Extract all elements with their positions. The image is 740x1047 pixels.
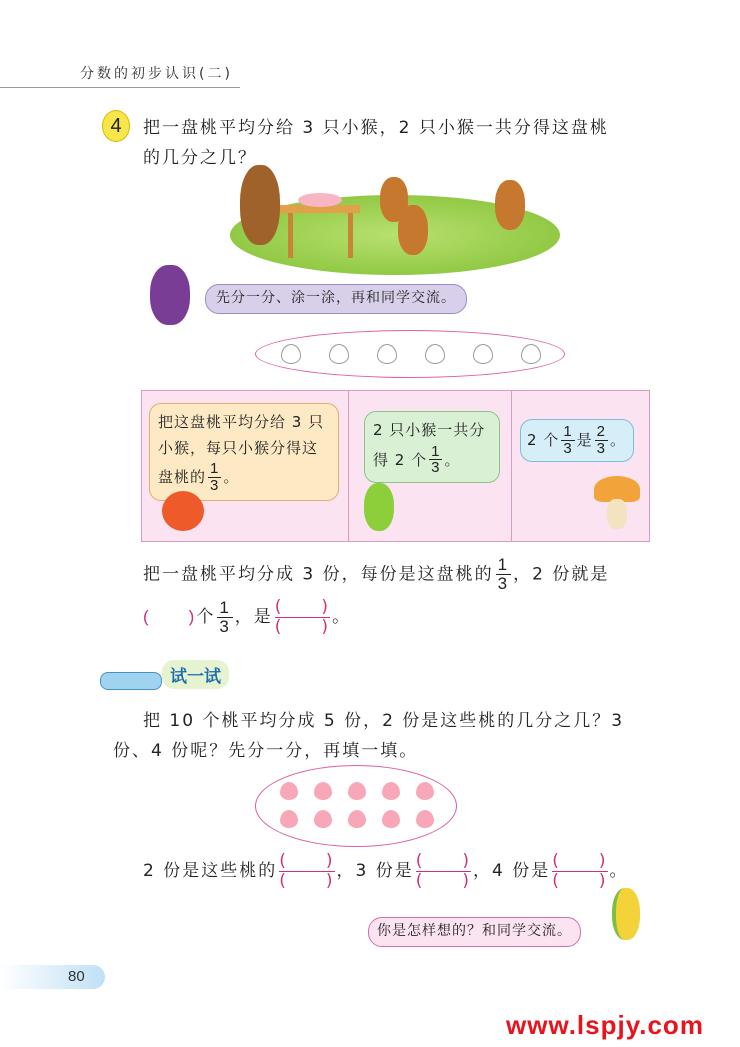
peach [280,810,298,828]
denominator-blank[interactable]: ( ) [279,870,335,891]
monkey [240,165,280,245]
peach [382,810,400,828]
period: 。 [610,430,627,449]
numerator: 2 [596,423,607,440]
period: 。 [609,861,629,882]
page-number [0,965,105,989]
summary-line1 [143,556,609,593]
answer-fraction-blank[interactable] [416,852,471,890]
try-it-badge [100,660,240,690]
panel3-text: 是 [576,430,593,449]
panel2-line2 [373,444,491,477]
summary-text: ，2 份就是 [513,564,610,585]
corn-character [612,888,640,940]
numerator: 1 [563,423,573,440]
denominator: 3 [563,439,573,457]
peach-outline [281,344,301,364]
fraction [217,599,232,636]
example-number-badge: 4 [102,110,130,142]
denominator-blank[interactable]: ( ) [274,616,331,637]
watermark: www.lspjy.com [506,1010,704,1040]
table-leg [288,213,293,258]
summary-line2 [143,598,351,636]
numerator: 1 [497,555,510,574]
header-rule [0,87,240,88]
peach-outline [425,344,445,364]
panel-divider [511,391,512,541]
numerator-blank[interactable]: ( ) [279,851,335,871]
tomato-character [162,491,204,531]
peaches-ellipse [255,330,565,378]
methods-panel [141,390,650,542]
peach-outline [377,344,397,364]
fill-text: 2 份是这些桃的 [143,861,278,882]
period: 。 [223,467,240,486]
denominator: 3 [431,459,441,477]
peach [280,782,298,800]
period: 。 [332,607,352,628]
fraction [208,461,221,494]
fraction [595,424,608,457]
fill-text: ，4 份是 [473,861,551,882]
numerator-blank[interactable]: ( ) [274,597,331,617]
panel1-line2: 小猴，每只小猴分得这 [158,438,319,457]
peach [348,782,366,800]
panel2-line1: 2 只小猴一共分 [373,421,486,439]
panel-divider [348,391,349,541]
panel3-text: 2 个 [527,430,560,449]
summary-text: 把一盘桃平均分成 3 份，每份是这盘桃的 [143,564,494,585]
peach-outline [473,344,493,364]
peach [416,810,434,828]
numerator: 1 [431,442,441,460]
fraction [561,424,574,457]
numerator-blank[interactable]: ( ) [415,851,471,871]
ten-peaches-ellipse [255,765,457,847]
peach-plate [298,193,342,207]
numerator-blank[interactable]: ( ) [552,851,608,871]
panel2-text: 得 2 个 [373,450,428,469]
example-question-line1: 把一盘桃平均分给 3 只小猴，2 只小猴一共分得这盘桃 [143,118,609,138]
mushroom-speech-bubble [520,419,634,462]
denominator: 3 [596,439,607,457]
period: 。 [444,450,461,469]
try-it-line1: 把 10 个桃平均分成 5 份，2 份是这些桃的几分之几？3 [143,711,625,731]
denominator: 3 [210,476,220,494]
page-number-text: 80 [68,968,85,985]
fill-in-line [143,852,629,890]
peach [416,782,434,800]
denominator: 3 [497,573,510,593]
example-question-line2: 的几分之几？ [143,148,257,168]
fraction [429,444,442,477]
answer-fraction-blank[interactable] [552,852,607,890]
monkeys-illustration [210,165,570,280]
mushroom-stem [607,499,627,529]
tomato-speech-bubble [149,403,339,501]
numerator: 1 [210,460,220,477]
corn-speech-bubble: 你是怎样想的？和同学交流。 [368,917,581,947]
denominator-blank[interactable]: ( ) [552,870,608,891]
table-leg [348,213,353,258]
peach-outline [521,344,541,364]
pepper-character [364,483,394,531]
numerator: 1 [219,597,231,617]
peach [348,810,366,828]
summary-text: ，是 [234,607,273,628]
try-it-line2: 份、4 份呢？先分一分，再填一填。 [113,741,419,761]
panel1-text: 盘桃的 [158,467,207,486]
peach [382,782,400,800]
fill-text: ，3 份是 [336,861,414,882]
peach-outline [329,344,349,364]
monkey [495,180,525,230]
car-icon [100,672,162,690]
denominator: 3 [219,616,231,636]
answer-blank[interactable]: ( ) [143,607,197,627]
answer-fraction-blank[interactable] [275,598,330,636]
panel1-line3 [158,461,330,494]
try-it-label: 试一试 [162,660,229,689]
chapter-title: 分数的初步认识(二) [80,66,233,82]
summary-text: 个 [196,607,216,628]
denominator-blank[interactable]: ( ) [415,870,471,891]
eggplant-character [150,265,190,325]
fraction [496,556,511,593]
peach [314,782,332,800]
answer-fraction-blank[interactable] [279,852,334,890]
peach [314,810,332,828]
pepper-speech-bubble [364,411,500,483]
hint-speech-bubble: 先分一分、涂一涂，再和同学交流。 [205,284,467,314]
monkey [398,205,428,255]
panel1-line1: 把这盘桃平均分给 3 只 [158,413,325,431]
